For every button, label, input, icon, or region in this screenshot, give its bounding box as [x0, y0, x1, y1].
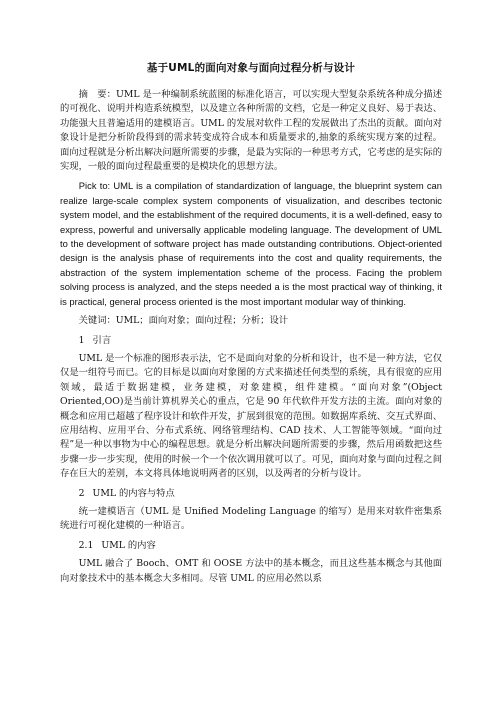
section-heading-2 [60, 487, 442, 501]
paper-title: 基于UML的面向对象与面向过程分析与设计 [146, 62, 356, 74]
section-title: UML 的内容 [101, 539, 156, 551]
abstract-english: Pick to: UML is a compilation of standardization of language, the blueprint system can realize large-scale complex system components of visualization, and describes tectonic system model, and the establishment of the required documents, it is a well-defined, easy to express, powerful and universally applicable modeling language. The development of UML to the development of software project has made outstanding contributions. Object-oriented design is the analysis phase of requirements into the cost and quality requirements, the abstraction of the system implementation scheme of the process. Facing the problem solving process is analyzed, and the steps needed a is the most practical way of thinking, it is practical, general process oriented is the most important modular way of thinking. [60, 180, 442, 307]
section-2-1-body: UML 融合了 Booch、OMT 和 OOSE 方法中的基本概念，而且这些基本概念与其他面向对象技术中的基本概念大多相同。尽管 UML 的应用必然以系 [60, 558, 442, 584]
section-title: UML 的内容与特点 [92, 487, 175, 499]
section-title: 引言 [92, 334, 112, 346]
section-heading-1 [60, 334, 442, 348]
section-heading-2-1 [60, 539, 442, 553]
keywords: 关键词：UML；面向对象；面向过程；分析；设计 [78, 315, 289, 327]
section-number: 2.1 [78, 539, 94, 551]
section-number: 2 [78, 487, 85, 499]
section-2-body: 统一建模语言（UML 是 Unified Modeling Language 的缩写）是用来对软件密集系统进行可视化建模的一种语言。 [60, 505, 442, 532]
section-number: 1 [78, 334, 85, 346]
section-1-body: UML 是一个标准的图形表示法，它不是面向对象的分析和设计，也不是一种方法，它仅仅是一组符号而已。它的目标是以面向对象图的方式来描述任何类型的系统，具有很宽的应用领域，最适于数据建模，业务建模，对象建模，组件建模。“面向对象”(Object Oriented,OO)是当前计算机界关心的重点，它是 90 年代软件开发方法的主流。面向对象的概念和应用已超越了程序设计和软件开发，扩展到很宽的范围。如数据库系统、交互式界面、应用结构、应用平台、分布式系统、网络管理结构、CAD 技术、人工智能等领域。“面向过程”是一种以事物为中心的编程思想。就是分析出解决问题所需要的步骤，然后用函数把这些步骤一步一步实现，使用的时候一个一个依次调用就可以了。可见，面向对象与面向过程之间存在巨大的差别，本文将具体地说明两者的区别，以及两者的分析与设计。 [60, 352, 442, 480]
abstract-chinese: 摘 要：UML 是一种编制系统蓝图的标准化语言，可以实现大型复杂系统各种成分描述的可视化、说明并构造系统模型，以及建立各种所需的文档，它是一种定义良好、易于表达、功能强大且普遍适用的建模语言。UML 的发展对软件工程的发展做出了杰出的贡献。面向对象设计是把分析阶段得到的需求转变成符合成本和质量要求的,抽象的系统实现方案的过程。面向过程就是分析出解决问题所需要的步骤，是最为实际的一种思考方式，它考虑的是实际的实现，一般的面向过程最重要的是模块化的思想方法。 [60, 89, 442, 173]
